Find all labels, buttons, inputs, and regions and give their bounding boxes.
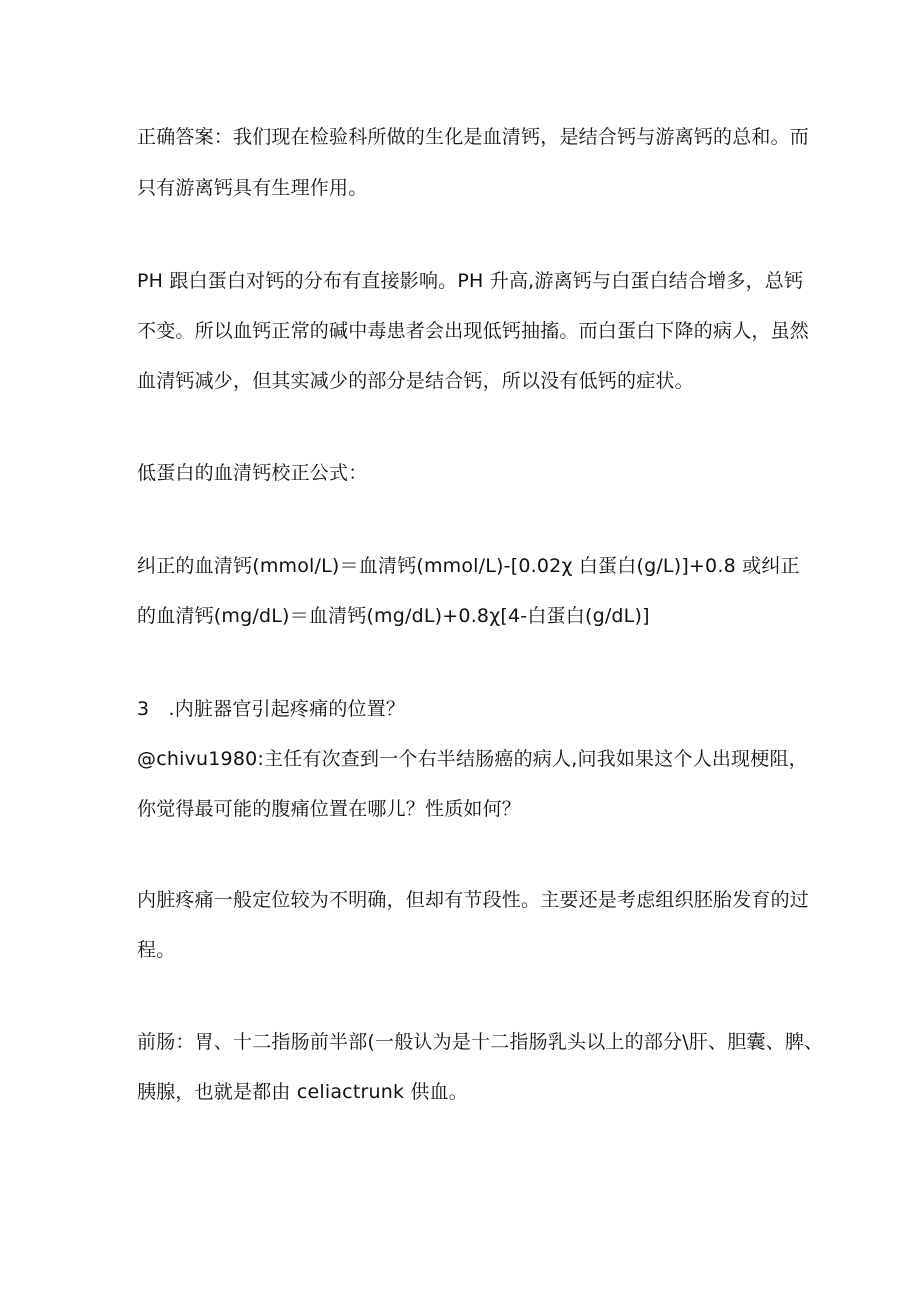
formula-line-1: 纠正的血清钙(mmol/L)＝血清钙(mmol/L)-[0.02χ 白蛋白(g/L)]+0.8 或纠正 — [137, 555, 800, 577]
question-3-line-2: 你觉得最可能的腹痛位置在哪儿？性质如何？ — [137, 798, 522, 820]
visceral-pain-line-1: 内脏疼痛一般定位较为不明确，但却有节段性。主要还是考虑组织胚胎发育的过 — [137, 889, 810, 911]
foregut-line-1: 前肠：胃、十二指肠前半部(一般认为是十二指肠乳头以上的部分\肝、胆囊、脾、 — [137, 1031, 824, 1053]
ph-line-2: 不变。所以血钙正常的碱中毒患者会出现低钙抽搐。而白蛋白下降的病人，虽然 — [137, 320, 810, 342]
ph-line-3: 血清钙减少，但其实减少的部分是结合钙，所以没有低钙的症状。 — [137, 370, 694, 392]
answer-line-2: 只有游离钙具有生理作用。 — [137, 177, 368, 199]
question-3-title: 3 .内脏器官引起疼痛的位置？ — [137, 698, 406, 720]
question-3-line-1: @chivu1980:主任有次查到一个右半结肠癌的病人,问我如果这个人出现梗阻， — [137, 748, 808, 770]
foregut-line-2: 胰腺，也就是都由 celiactrunk 供血。 — [137, 1081, 469, 1103]
answer-line-1: 正确答案：我们现在检验科所做的生化是血清钙，是结合钙与游离钙的总和。而 — [137, 126, 810, 148]
formula-heading: 低蛋白的血清钙校正公式： — [137, 462, 368, 484]
visceral-pain-line-2: 程。 — [137, 939, 176, 961]
formula-line-2: 的血清钙(mg/dL)＝血清钙(mg/dL)+0.8χ[4-白蛋白(g∕dL)] — [137, 605, 650, 627]
ph-line-1: PH 跟白蛋白对钙的分布有直接影响。PH 升高,游离钙与白蛋白结合增多，总钙 — [137, 270, 804, 292]
